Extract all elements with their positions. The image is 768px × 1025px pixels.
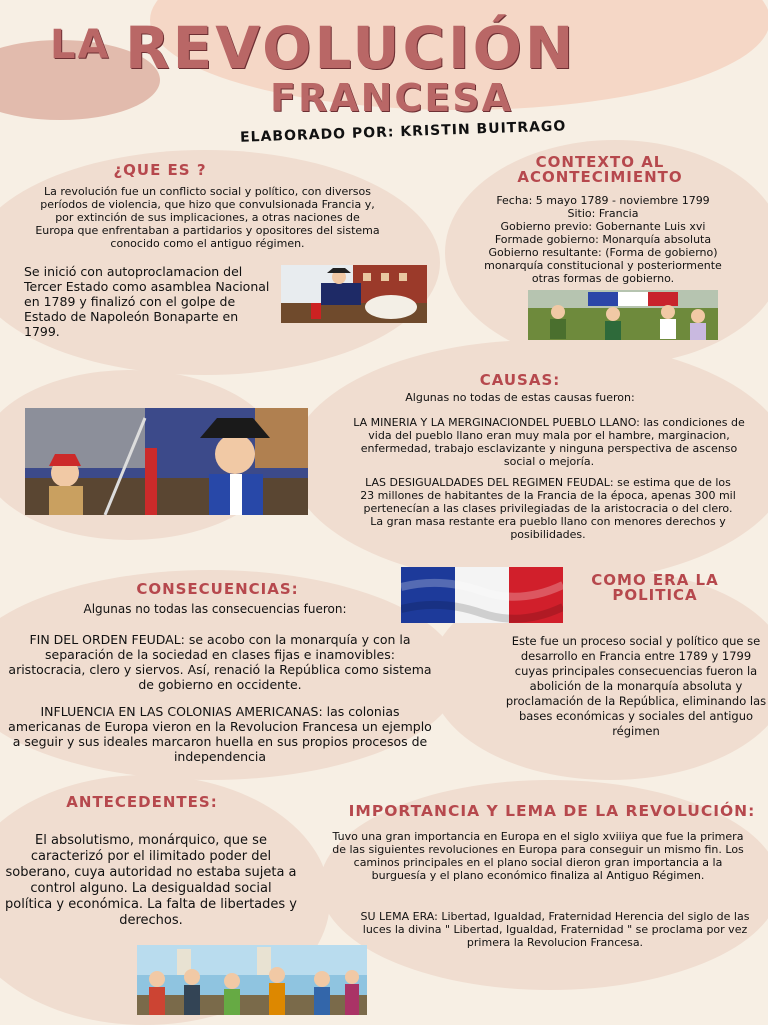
consecuencias-item-2: INFLUENCIA EN LAS COLONIAS AMERICANAS: las colonias americanas de Europa vieron en la Revolucion Francesa un ejemplo a seguir y sus ideales marcaron huella en sus propios procesos de independencia xyxy=(8,704,432,764)
que-es-paragraph-2: Se inició con autoproclamacion del Tercer Estado como asamblea Nacional en 1789 y finalizó con el golpe de Estado de Napoleón Bonaparte en 1799. xyxy=(24,264,270,339)
contexto-details xyxy=(458,194,748,285)
consecuencias-heading: CONSECUENCIAS: xyxy=(136,580,299,598)
revolutionary-soldier-image xyxy=(25,408,308,515)
causas-item-1: LA MINERIA Y LA MERGINACIONDEL PUEBLO LLANO: las condiciones de vida del pueblo llano eran muy mala por el hambre, marginacion, enfermedad, trabajo esclavizante y ninguna perspectiva de ascenso social o mejoría. xyxy=(353,416,745,468)
consecuencias-intro: Algunas no todas las consecuencias fueron: xyxy=(83,602,347,616)
consecuencias-item-1: FIN DEL ORDEN FEUDAL: se acobo con la monarquía y con la separación de la sociedad en clases fijas e inamovibles: aristocracia, clero y siervos. Así, renació la República como sistema de gobierno en occidente. xyxy=(8,632,432,692)
que-es-paragraph: La revolución fue un conflicto social y político, con diversos períodos de violencia, que hizo que convulsionada Francia y, por extinción de sus implicaciones, a otras naciones de Europa que enfrentaban a partidarios y opositores del sistema conocido como el antiguo régimen. xyxy=(35,185,380,250)
contexto-line: monarquía constitucional y posteriormente xyxy=(484,259,722,272)
contexto-line: Gobierno resultante: (Forma de gobierno) xyxy=(488,246,718,259)
importancia-text: Tuvo una gran importancia en Europa en el siglo xviiiya que fue la primera de las siguientes revoluciones en Europa para conseguir un mismo fin. Los caminos principales en el plano social dieron gran importancia a la burguesía y el plano económico finaliza al Antiguo Régimen. xyxy=(332,830,744,882)
contexto-line: Sitio: Francia xyxy=(567,207,639,220)
causas-heading: CAUSAS: xyxy=(479,371,561,389)
que-es-heading: ¿QUE ES ? xyxy=(113,161,207,179)
title-francesa: FRANCESA xyxy=(270,76,514,120)
importancia-lema: SU LEMA ERA: Libertad, Igualdad, Fraternidad Herencia del siglo de las luces la divina " Libertad, Igualdad, Fraternidad " se proclama por vez primera la Revolucion Francesa. xyxy=(360,910,750,949)
contexto-line: Gobierno previo: Gobernante Luis xvi xyxy=(500,220,706,233)
revolution-crowd-image xyxy=(528,290,718,340)
contexto-heading-line1: CONTEXTO AL xyxy=(535,153,665,171)
politica-heading-line1: COMO ERA LA xyxy=(591,571,719,589)
napoleon-image xyxy=(281,265,427,323)
contexto-line: Fecha: 5 mayo 1789 - noviembre 1799 xyxy=(496,194,710,207)
politica-heading xyxy=(565,573,745,603)
french-flag-image xyxy=(401,567,563,623)
antecedentes-heading: ANTECEDENTES: xyxy=(66,793,218,811)
contexto-heading xyxy=(490,155,710,185)
politica-heading-line2: POLITICA xyxy=(612,586,698,604)
politica-text: Este fue un proceso social y político que se desarrollo en Francia entre 1789 y 1799 cuyas principales consecuencias fueron la abolición de la monarquía absoluta y proclamación de la República, eliminando las bases económicas y sociales del antiguo régimen xyxy=(505,634,767,738)
title-revolucion: REVOLUCIÓN xyxy=(125,14,577,82)
title-la: LA xyxy=(50,22,111,68)
author-line: ELABORADO POR: KRISTIN BUITRAGO xyxy=(239,118,567,146)
contexto-line: otras formas de gobierno. xyxy=(531,272,675,285)
crowd-celebration-image xyxy=(137,945,367,1015)
antecedentes-text: El absolutismo, monárquico, que se caracterizó por el ilimitado poder del soberano, cuya autoridad no estaba sujeta a control alguno. La desigualdad social política y económica. La falta de libertades y derechos. xyxy=(5,833,297,928)
causas-item-2: LAS DESIGUALDADES DEL REGIMEN FEUDAL: se estima que de los 23 millones de habitantes de la Francia de la época, apenas 300 mil pertenecían a las clases privilegiadas de la aristocracia o del clero. La gran masa restante era pueblo llano con menores derechos y posibilidades. xyxy=(360,476,736,541)
contexto-heading-line2: ACONTECIMIENTO xyxy=(517,168,683,186)
contexto-line: Formade gobierno: Monarquía absoluta xyxy=(494,233,712,246)
background-blob-que-es xyxy=(0,150,440,375)
importancia-heading: IMPORTANCIA Y LEMA DE LA REVOLUCIÓN: xyxy=(348,802,756,820)
causas-intro: Algunas no todas de estas causas fueron: xyxy=(405,391,635,404)
